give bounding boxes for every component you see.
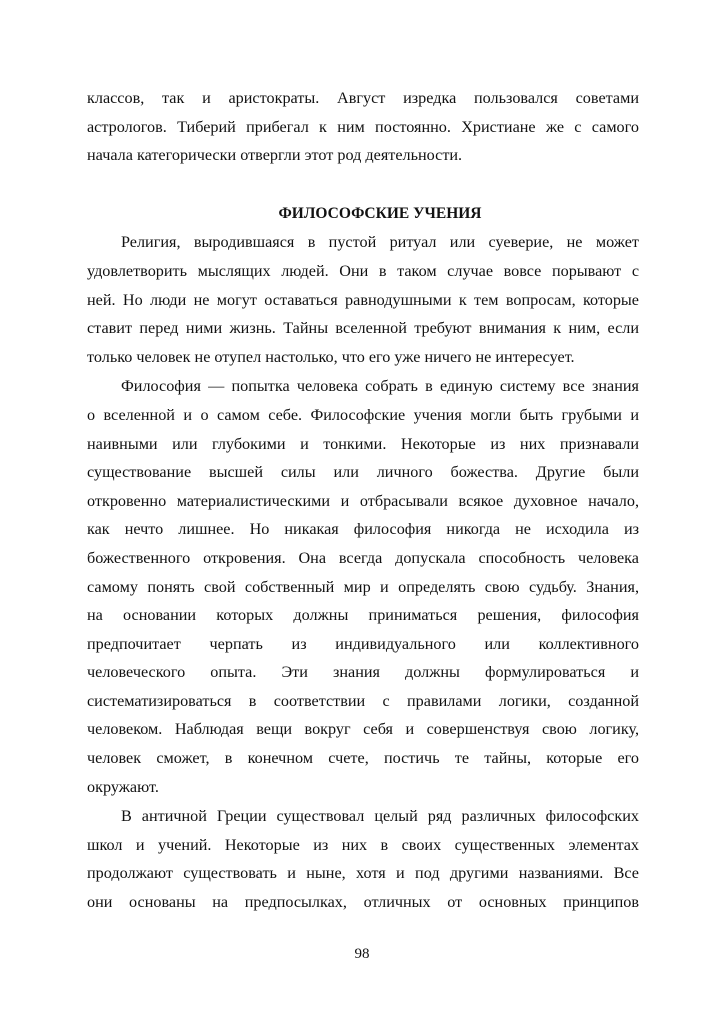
text-line: предпочитает черпать из индивидуального или коллективного [87, 634, 639, 653]
section-title: ФИЛОСОФСКИЕ УЧЕНИЯ [278, 204, 482, 222]
paragraph-philosophy [87, 372, 639, 801]
paragraph-religion [87, 228, 639, 371]
text-line: удовлетворить мыслящих людей. Они в таком случае вовсе порывают с [87, 261, 639, 280]
text-line: наивными или глубокими и тонкими. Некоторые из них признавали [87, 434, 639, 453]
text-line: только человек не отупел настолько, что его уже ничего не интересует. [87, 347, 575, 366]
intro-paragraph [87, 84, 639, 170]
text-line: самому понять свой собственный мир и определять свою судьбу. Знания, [87, 577, 639, 596]
text-line: астрологов. Тиберий прибегал к ним постоянно. Христиане же с самого [87, 117, 639, 136]
text-line: божественного откровения. Она всегда допускала способность человека [87, 548, 639, 567]
text-line: человеческого опыта. Эти знания должны формулироваться и [87, 663, 639, 682]
text-line: ней. Но люди не могут оставаться равнодушными к тем вопросам, которые [87, 290, 639, 309]
text-line: человеком. Наблюдая вещи вокруг себя и совершенствуя свою логику, [87, 720, 639, 739]
text-line: систематизироваться в соответствии с правилами логики, созданной [87, 691, 639, 710]
page-body [87, 84, 639, 917]
text-line: продолжают существовать и ныне, хотя и под другими названиями. Все [87, 864, 639, 883]
text-line: о вселенной и о самом себе. Философские учения могли быть грубыми и [87, 405, 639, 424]
paragraph-greece [87, 802, 639, 916]
text-line: окружают. [87, 777, 159, 796]
text-line: откровенно материалистическими и отбрасывали всякое духовное начало, [87, 491, 639, 510]
text-line: классов, так и аристократы. Август изредка пользовался советами [87, 89, 639, 107]
text-line: они основаны на предпосылках, отличных от основных принципов [87, 893, 639, 912]
text-line: Философия — попытка человека собрать в единую систему все знания [121, 377, 639, 396]
text-line: ставит перед ними жизнь. Тайны вселенной требуют внимания к ним, если [87, 319, 639, 338]
text-line: на основании которых должны приниматься решения, философия [87, 606, 639, 625]
page-number: 98 [354, 946, 370, 962]
text-line: школ и учений. Некоторые из них в своих существенных элементах [87, 835, 639, 854]
text-line: как нечто лишнее. Но никакая философия никогда не исходила из [87, 520, 639, 539]
text-line: человек сможет, в конечном счете, постичь те тайны, которые его [87, 749, 639, 768]
text-line: В античной Греции существовал целый ряд различных философских [121, 807, 639, 826]
text-line: начала категорически отвергли этот род деятельности. [87, 146, 463, 165]
text-line: Религия, выродившаяся в пустой ритуал или суеверие, не может [121, 233, 639, 252]
text-line: существование высшей силы или личного божества. Другие были [87, 463, 639, 482]
